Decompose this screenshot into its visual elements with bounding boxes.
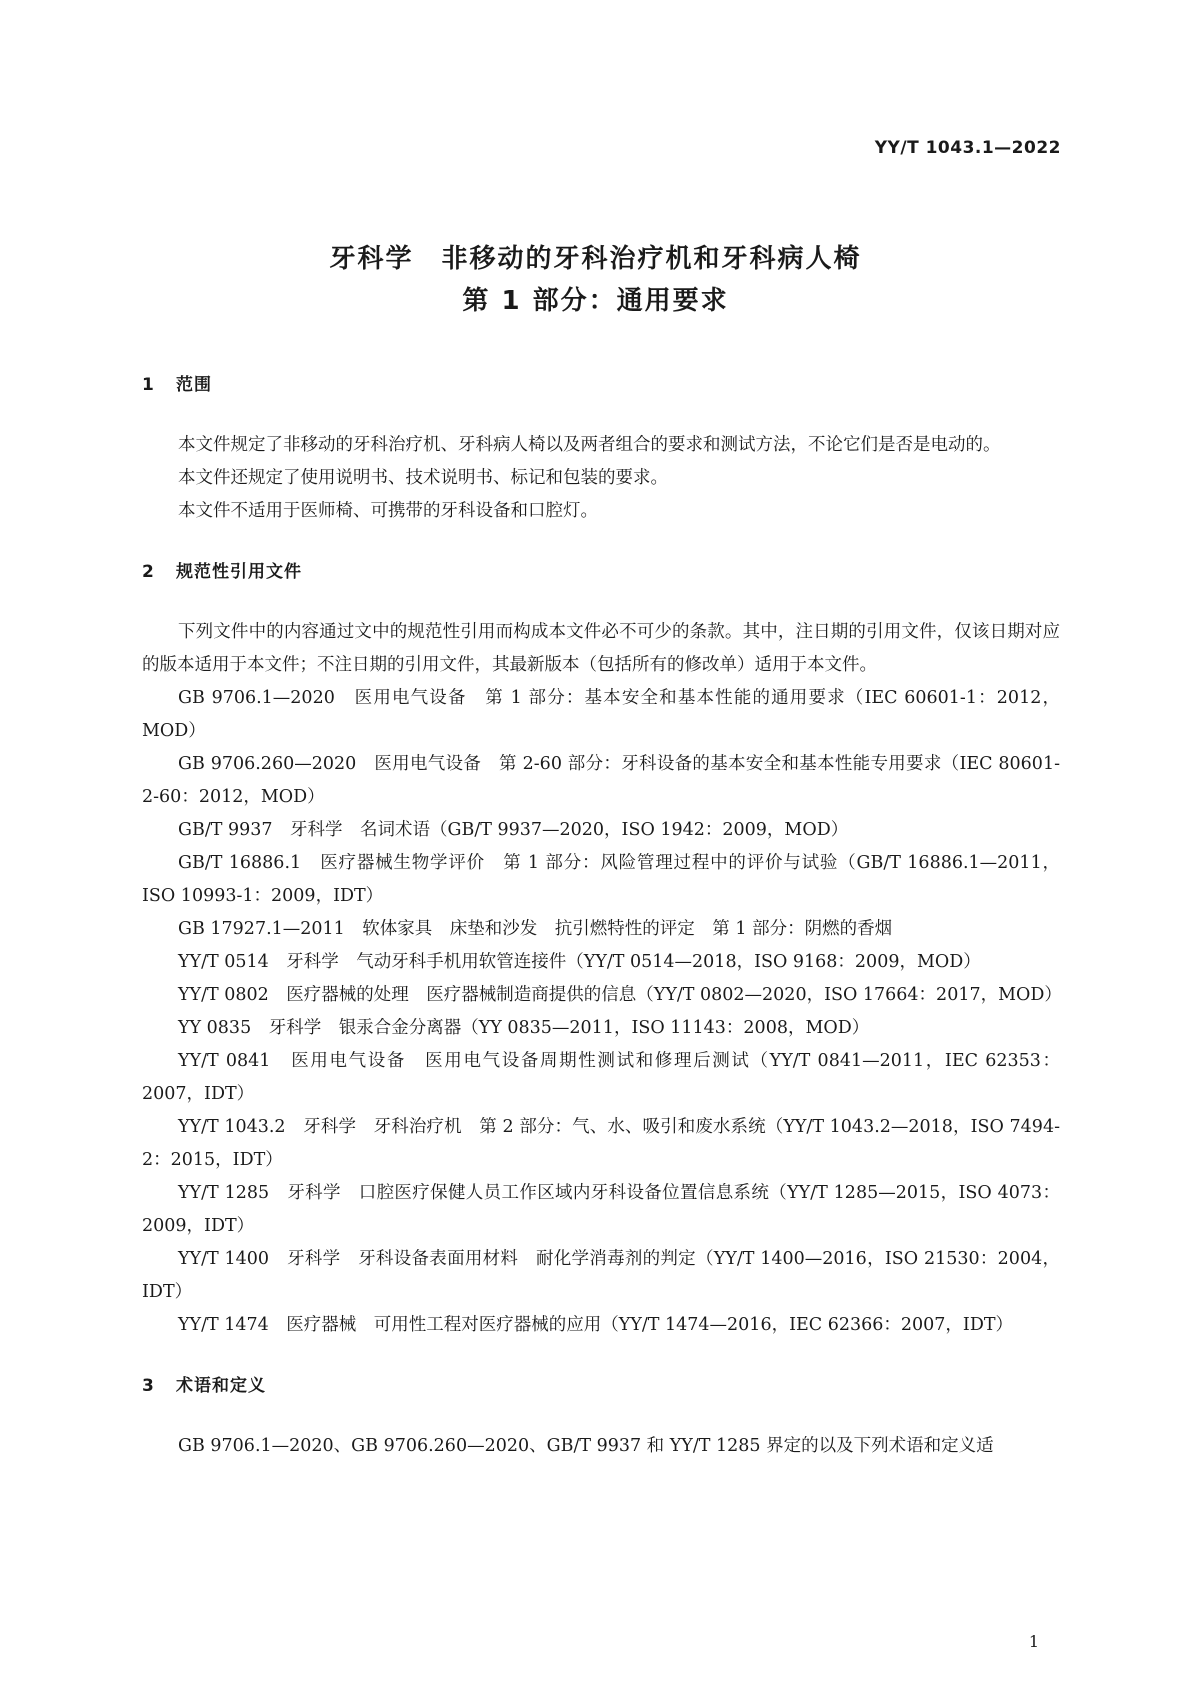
terms-paragraph: GB 9706.1—2020、GB 9706.260—2020、GB/T 9937 和 YY/T 1285 界定的以及下列术语和定义适 xyxy=(178,1436,994,1456)
section-1-heading xyxy=(142,370,1060,400)
reference-entry: YY/T 0514 牙科学 气动牙科手机用软管连接件（YY/T 0514—2018，ISO 9168：2009，MOD） xyxy=(178,952,981,972)
reference-entry: YY/T 1474 医疗器械 可用性工程对医疗器械的应用（YY/T 1474—2016，IEC 62366：2007，IDT） xyxy=(178,1315,1014,1335)
page-number: 1 xyxy=(1028,1632,1039,1651)
reference-entry: YY/T 0802 医疗器械的处理 医疗器械制造商提供的信息（YY/T 0802—2020，ISO 17664：2017，MOD） xyxy=(178,985,1062,1005)
reference-entry: GB 9706.260—2020 医用电气设备 第 2-60 部分：牙科设备的基本安全和基本性能专用要求（IEC 80601-2-60：2012，MOD） xyxy=(142,754,1060,807)
document-body xyxy=(142,370,1060,1463)
reference-entry: GB/T 9937 牙科学 名词术语（GB/T 9937—2020，ISO 1942：2009，MOD） xyxy=(178,820,849,840)
section-number: 3 xyxy=(142,1376,155,1396)
document-title-line2: 第 1 部分：通用要求 xyxy=(462,286,729,316)
reference-entry: YY 0835 牙科学 银汞合金分离器（YY 0835—2011，ISO 11143：2008，MOD） xyxy=(178,1018,870,1038)
section-number: 1 xyxy=(142,375,155,395)
reference-entry: YY/T 0841 医用电气设备 医用电气设备周期性测试和修理后测试（YY/T 0841—2011，IEC 62353：2007，IDT） xyxy=(142,1051,1060,1104)
section-title: 术语和定义 xyxy=(176,1376,266,1396)
reference-entry: GB 9706.1—2020 医用电气设备 第 1 部分：基本安全和基本性能的通用要求（IEC 60601-1：2012，MOD） xyxy=(142,688,1060,741)
reference-entry: GB/T 16886.1 医疗器械生物学评价 第 1 部分：风险管理过程中的评价与试验（GB/T 16886.1—2011，ISO 10993-1：2009，IDT） xyxy=(142,853,1060,906)
references-intro: 下列文件中的内容通过文中的规范性引用而构成本文件必不可少的条款。其中，注日期的引用文件，仅该日期对应的版本适用于本文件；不注日期的引用文件，其最新版本（包括所有的修改单）适用于本文件。 xyxy=(142,622,1060,675)
document-title-line1: 牙科学 非移动的牙科治疗机和牙科病人椅 xyxy=(329,244,862,274)
section-3-heading xyxy=(142,1371,1060,1401)
reference-entry: YY/T 1400 牙科学 牙科设备表面用材料 耐化学消毒剂的判定（YY/T 1400—2016，ISO 21530：2004，IDT） xyxy=(142,1249,1060,1302)
scope-paragraph: 本文件不适用于医师椅、可携带的牙科设备和口腔灯。 xyxy=(178,501,598,521)
section-title: 规范性引用文件 xyxy=(176,562,302,582)
section-2-heading xyxy=(142,557,1060,587)
section-title: 范围 xyxy=(176,375,212,395)
reference-entry: GB 17927.1—2011 软体家具 床垫和沙发 抗引燃特性的评定 第 1 部分：阴燃的香烟 xyxy=(178,919,893,939)
reference-entry: YY/T 1043.2 牙科学 牙科治疗机 第 2 部分：气、水、吸引和废水系统（YY/T 1043.2—2018，ISO 7494-2：2015，IDT） xyxy=(142,1117,1060,1170)
section-number: 2 xyxy=(142,562,155,582)
scope-paragraph: 本文件还规定了使用说明书、技术说明书、标记和包装的要求。 xyxy=(178,468,668,488)
standard-code: YY/T 1043.1—2022 xyxy=(874,138,1061,158)
reference-entry: YY/T 1285 牙科学 口腔医疗保健人员工作区域内牙科设备位置信息系统（YY/T 1285—2015，ISO 4073：2009，IDT） xyxy=(142,1183,1060,1236)
scope-paragraph: 本文件规定了非移动的牙科治疗机、牙科病人椅以及两者组合的要求和测试方法，不论它们是否是电动的。 xyxy=(178,435,1001,455)
